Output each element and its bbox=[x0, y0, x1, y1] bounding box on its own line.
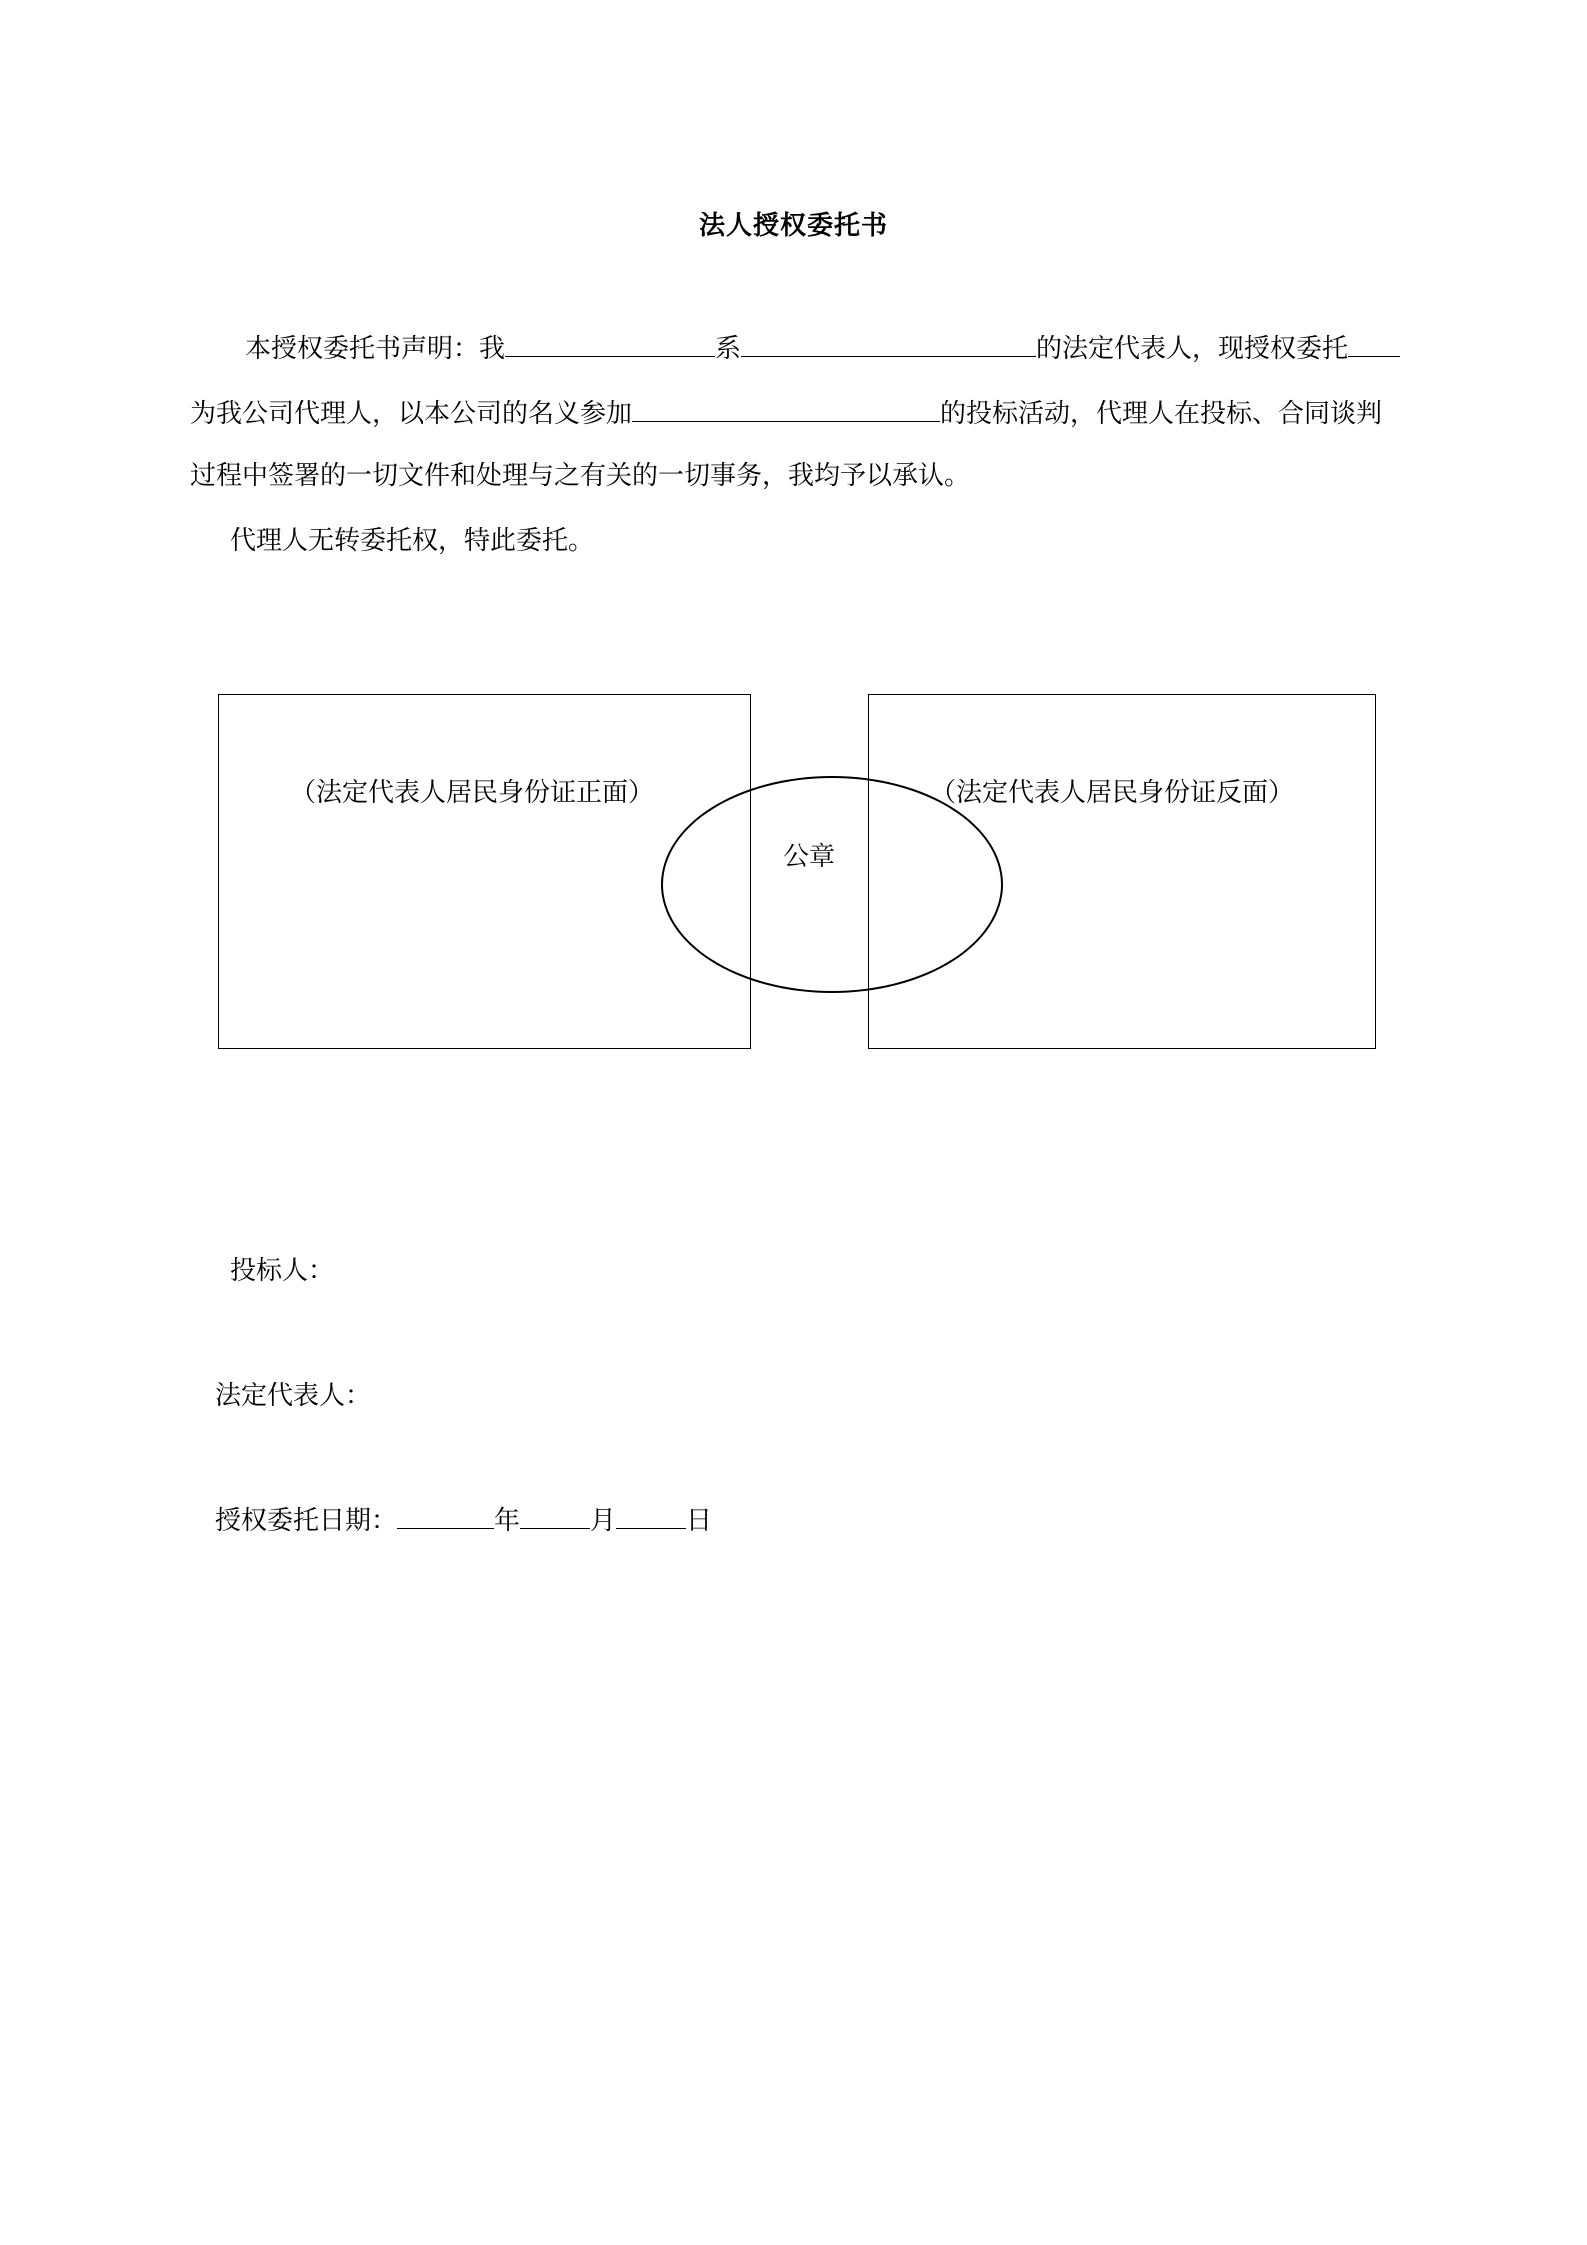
legal-representative-label: 法定代表人： bbox=[215, 1381, 372, 1411]
blank-company[interactable] bbox=[741, 330, 1036, 357]
seal-label: 公章 bbox=[783, 842, 836, 872]
blank-name[interactable] bbox=[505, 330, 715, 357]
id-back-label: （法定代表人居民身份证反面） bbox=[930, 778, 1295, 808]
statement-line-3 bbox=[190, 458, 970, 494]
year-label: 年 bbox=[494, 1506, 521, 1536]
blank-project[interactable] bbox=[632, 395, 940, 422]
month-label: 月 bbox=[590, 1506, 617, 1536]
document-title: 法人授权委托书 bbox=[698, 211, 888, 241]
id-front-label: （法定代表人居民身份证正面） bbox=[290, 778, 655, 808]
statement-closing: 过程中签署的一切文件和处理与之有关的一切事务，我均予以承认。 bbox=[190, 461, 971, 491]
blank-year[interactable] bbox=[397, 1502, 494, 1529]
bidder-label: 投标人： bbox=[230, 1256, 335, 1286]
statement-agent: 为我公司代理人，以本公司的名义参加 bbox=[190, 399, 633, 429]
statement-connector-xi: 系 bbox=[715, 334, 742, 364]
statement-line-2 bbox=[190, 395, 1382, 432]
blank-agent[interactable] bbox=[1348, 330, 1400, 357]
authorization-date-line bbox=[215, 1502, 712, 1539]
statement-line-1 bbox=[245, 330, 1400, 367]
blank-day[interactable] bbox=[616, 1502, 686, 1529]
statement-activity: 的投标活动，代理人在投标、合同谈判 bbox=[940, 399, 1383, 429]
statement-legal-rep: 的法定代表人，现授权委托 bbox=[1036, 334, 1349, 364]
statement-intro: 本授权委托书声明：我 bbox=[245, 334, 506, 364]
blank-month[interactable] bbox=[520, 1502, 590, 1529]
no-sub-delegation-text: 代理人无转委托权，特此委托。 bbox=[230, 526, 595, 556]
day-label: 日 bbox=[686, 1506, 713, 1536]
authorization-date-label: 授权委托日期： bbox=[215, 1506, 398, 1536]
